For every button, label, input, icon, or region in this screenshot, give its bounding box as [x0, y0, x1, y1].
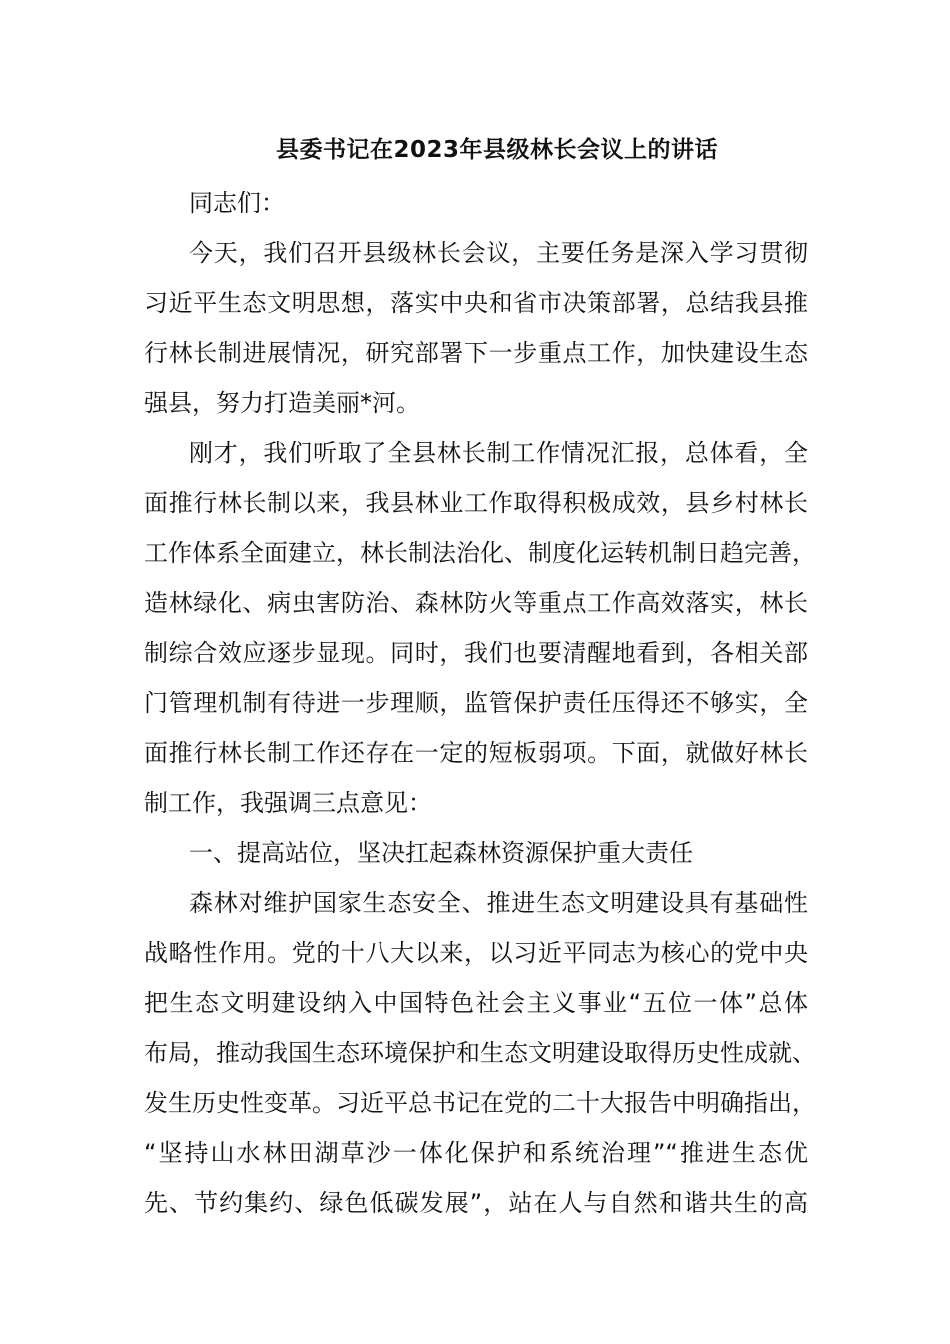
paragraph-3-line-1: 森林对维护国家生态安全、推进生态文明建设具有基础性: [189, 889, 808, 917]
paragraph-2-line-1: 刚才，我们听取了全县林长制工作情况汇报，总体看，全: [189, 439, 808, 467]
paragraph-2-line-6: 门管理机制有待进一步理顺，监管保护责任压得还不够实，全: [144, 689, 808, 717]
paragraph-2-line-8: 制工作，我强调三点意见：: [144, 789, 432, 817]
paragraph-3-line-6: “坚持山水林田湖草沙一体化保护和系统治理”“推进生态优: [144, 1139, 808, 1167]
paragraph-3-line-2: 战略性作用。党的十八大以来，以习近平同志为核心的党中央: [144, 939, 808, 967]
paragraph-3-line-5: 发生历史性变革。习近平总书记在党的二十大报告中明确指出，: [144, 1089, 816, 1117]
paragraph-2-line-4: 造林绿化、病虫害防治、森林防火等重点工作高效落实，林长: [144, 589, 808, 617]
paragraph-3-line-4: 布局，推动我国生态环境保护和生态文明建设取得历史性成就、: [144, 1039, 816, 1067]
paragraph-1-line-1: 今天，我们召开县级林长会议，主要任务是深入学习贯彻: [189, 239, 808, 267]
section-heading-1: 一、提高站位，坚决扛起森林资源保护重大责任: [189, 839, 693, 867]
document-title: 县委书记在2023年县级林长会议上的讲话: [275, 137, 718, 163]
paragraph-3-line-7: 先、节约集约、绿色低碳发展”，站在人与自然和谐共生的高: [144, 1189, 808, 1217]
paragraph-1-line-4: 强县，努力打造美丽*河。: [144, 389, 420, 417]
paragraph-2-line-7: 面推行林长制工作还存在一定的短板弱项。下面，就做好林长: [144, 739, 808, 767]
paragraph-2-line-5: 制综合效应逐步显现。同时，我们也要清醒地看到，各相关部: [144, 639, 808, 667]
document-body: [144, 178, 816, 1228]
paragraph-1-line-2: 习近平生态文明思想，落实中央和省市决策部署，总结我县推: [144, 289, 808, 317]
paragraph-1-line-3: 行林长制进展情况，研究部署下一步重点工作，加快建设生态: [144, 339, 808, 367]
paragraph-2-line-2: 面推行林长制以来，我县林业工作取得积极成效，县乡村林长: [144, 489, 808, 517]
paragraph-3-line-3: 把生态文明建设纳入中国特色社会主义事业“五位一体”总体: [144, 989, 808, 1017]
paragraph-2-line-3: 工作体系全面建立，林长制法治化、制度化运转机制日趋完善，: [144, 539, 816, 567]
salutation-line: 同志们：: [189, 189, 285, 217]
